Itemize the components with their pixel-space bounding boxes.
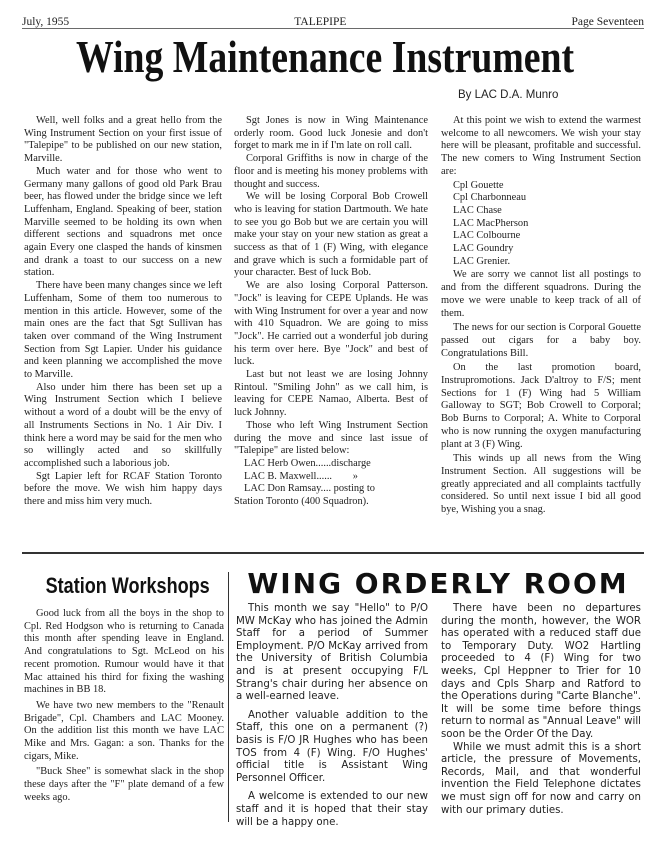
paragraph: This month we say "Hello" to P/O MW McKay who has joined the Admin Staff for a period of Summer Employment. P/O McKay arrived from the University of British Columbia and is at present occupying F/L Strang's chair during her absence on a well-earned leave. [236,603,428,703]
newcomer-item: LAC MacPherson [453,217,529,229]
paragraph: There have been no departures during the month, however, the WOR has operated with a reduced staff due to Temporary Duty. WO2 Hartling proceeded to 4 (F) Wing for two weeks, Cpl Heppner to Trier for 10 days and Cpls Sharp and Ratford to the Operations during "Carte Blanche". It will be some time before things return to normal as "Annual Leave" will soon be the Order Of the Day. [441,603,641,740]
newcomer-item: LAC Grenier. [453,255,511,267]
workshops-column [24,608,224,808]
paragraph: Much water and for those who went to Germany many gallons of good old Park Brau beer, has flowed under the bridge since we left Luffenham, England. Speaking of beer, station Marville seemed to be holding its own when different sections and squadrons met once again Every one clasped the hands of kinsmen and drank a toast to our success on a new station. [24,165,222,279]
column-divider [228,572,229,822]
paragraph: We are also losing Corporal Patterson. "Jock" is leaving for CEPE Uplands. He was with Wing Instrument for over a year and now with 410 Squadron. We are going to miss "Jock". He carried out a wonderful job during his term over here. Bye "Jock" and best of luck. [234,280,428,368]
page-header [22,8,644,28]
article-column-1 [24,115,222,509]
section-divider [22,552,644,554]
newcomer-item: LAC Colbourne [453,230,521,242]
paragraph: Also under him there has been set up a Wing Instrument Section which I believe without a word of a doubt will be the envy of all Instruments Sections in No. 1 Air Div. I think here a word may be said for the men who so willingly acted and so skillfully accomplished such a laborious job. [24,381,222,469]
paragraph: "Buck Shee" is somewhat slack in the shop these days after the "F" plate demand of a few weeks ago. [24,766,224,803]
paragraph: Sgt Jones is now in Wing Maintenance orderly room. Good luck Jonesie and don't forget to mark me in if I'm late on roll call. [234,115,428,152]
paragraph: On the last promotion board, Instrupromotions. Jack D'altroy to F/S; ment Sections for 1 (F) Wing had 5 William Galloway to SGT; Bob Crowell to Corporal; Bob Burns to Corporal; A. White to Corporal who is now running the oxygen manufacturing plant at 3 (F) Wing. [441,362,641,450]
departure-item: LAC B. Maxwell...... » [244,470,359,482]
paragraph: Those who left Wing Instrument Section during the move and since last issue of "Talepipe" are listed below: [234,419,428,457]
newcomer-item: LAC Chase [453,204,502,216]
paragraph: Another valuable addition to the Staff, this one on a permanent (?) basis is F/O JR Hughes who has been TOS from 4 (F) Wing. F/O Hughes' official title is Assistant Wing Personnel Officer. [236,709,428,784]
paragraph: There have been many changes since we left Luffenham, Some of them too numerous to mention in this article. However, some of the main ones are the fact that Sgt Sullivan has taken over command of the Wing Instrument Section from Sgt Lapier. Under his guidance and keen planning we accomplished the move to Marville. [24,280,222,381]
paragraph: This winds up all news from the Wing Instrument Section. All suggestions will be greatly appreciated and all complaints tactfully considered. So until next issue I bid all good bye, Wishing you a snag. [441,453,641,516]
departure-item: LAC Herb Owen......discharge [244,457,371,469]
article-title: Wing Maintenance Instrument [75,31,575,82]
paragraph: Good luck from all the boys in the shop to Cpl. Red Hodgson who is returning to Canada this month after spending leave in England. And congratulations to Sgt. McLeod on his recent promotion. Rumour would have it that Mac attained his third for fixing the washing machines in BB 18. [24,608,224,696]
orderly-room-column-2 [441,603,641,823]
issue-date: July, 1955 [22,16,70,28]
paragraph: At this point we wish to extend the warmest welcome to all newcomers. We wish your stay here will be pleasant, profitable and successful. The new comers to Wing Instrument Section are: [441,115,641,177]
page-number: Page Seventeen [571,16,644,28]
paragraph: Sgt Lapier left for RCAF Station Toronto before the move. We wish him happy days there and miss him very much. [24,470,222,508]
header-divider [22,28,644,29]
departures-tail: Station Toronto (400 Squadron). [234,496,369,508]
orderly-room-title: WING ORDERLY ROOM [247,567,629,600]
paragraph: A welcome is extended to our new staff and it is hoped that their stay will be a happy one. [236,791,428,828]
paragraph: We will be losing Corporal Bob Crowell who is leaving for station Dartmouth. We hate to see you go Bob but we are certain you will make your stay on your new station as great a success as that of 1 (F) Wing, with elegance and grave which is such a formidable part of your character. Best of luck Bob. [234,191,428,279]
article-column-3 [441,115,641,517]
orderly-room-column-1 [236,603,428,835]
paragraph: We are sorry we cannot list all postings to and from the different squadrons. During the move we were unable to keep track of all of them. [441,269,641,319]
newcomer-item: Cpl Charbonneau [453,192,527,204]
paragraph: Well, well folks and a great hello from the Wing Instrument Section on your first issue of "Talepipe" to be published on our new station, Marville. [24,115,222,165]
newcomers-list [453,180,641,269]
paragraph: While we must admit this is a short article, the pressure of Movements, Records, Mail, and that wonderful invention the Field Telephone dictates we must sign off for now and carry on with our primary duties. [441,741,641,816]
paragraph: We have two new members to the "Renault Brigade", Cpl. Chambers and LAC Mooney. On the addition list this month we have LAC Mike and Mrs. Gagan: a son. Thanks for the cigars, Mike. [24,699,224,762]
article-byline: By LAC D.A. Munro [458,89,559,101]
publication-name: TALEPIPE [294,16,347,28]
departure-item: LAC Don Ramsay.... posting to [244,483,375,495]
newcomer-item: LAC Goundry [453,243,514,255]
paragraph: The news for our section is Corporal Gouette passed out cigars for a baby boy. Congratulations Bill. [441,322,641,359]
paragraph: Corporal Griffiths is now in charge of the floor and is meeting his money problems with thought and success. [234,153,428,190]
newcomer-item: Cpl Gouette [453,179,504,191]
paragraph: Last but not least we are losing Johnny Rintoul. "Smiling John" as we call him, is leaving for CEPE Namao, Alberta. Best of luck Johnny. [234,369,428,419]
workshops-title: Station Workshops [45,573,210,598]
article-column-2 [234,115,428,509]
departures-list [244,458,428,496]
